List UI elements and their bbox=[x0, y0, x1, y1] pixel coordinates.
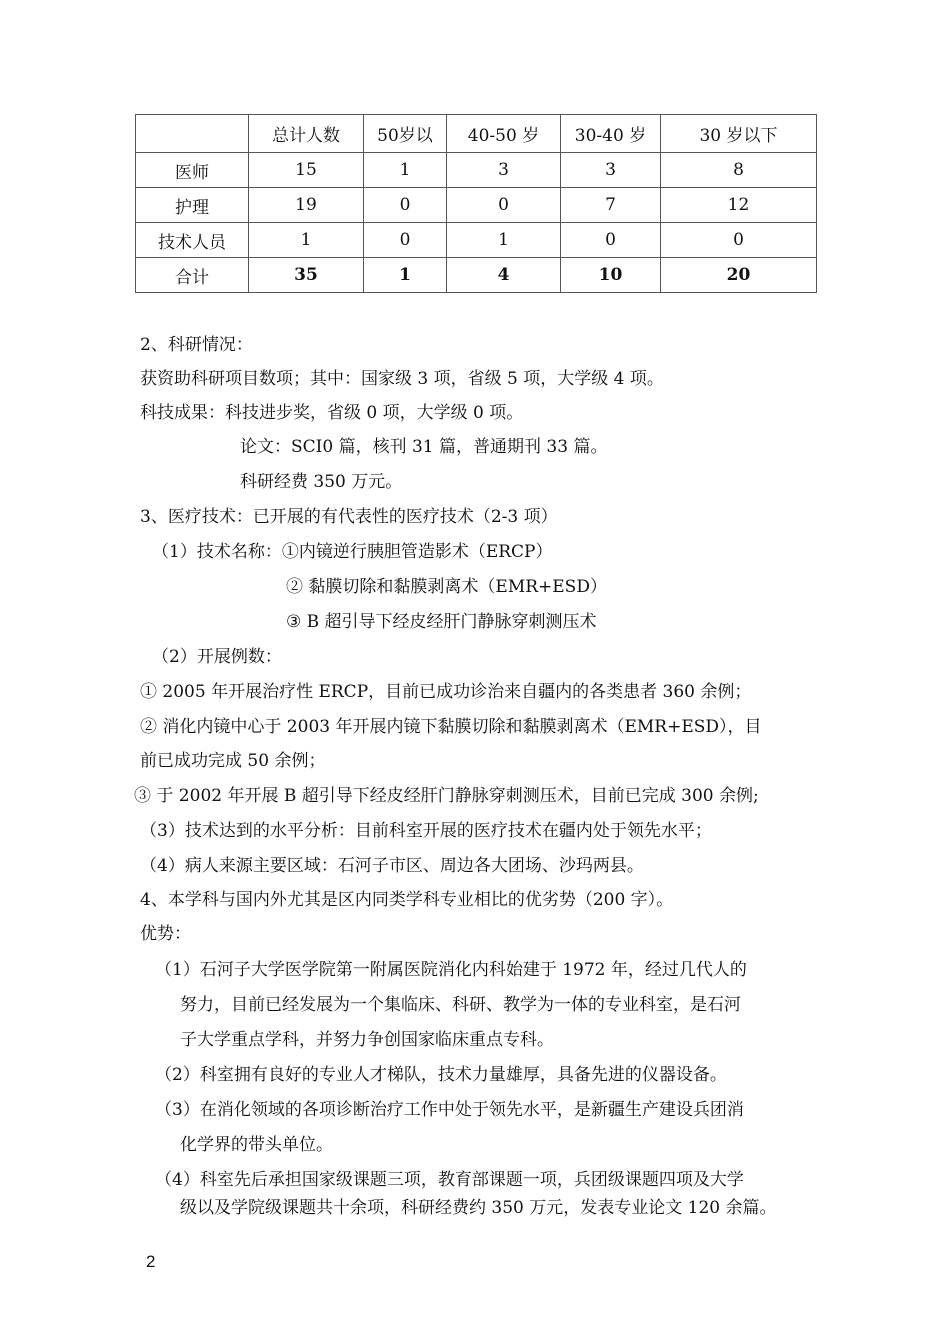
row-label: 合计 bbox=[136, 258, 249, 293]
page-number: 2 bbox=[146, 1252, 156, 1271]
table-cell: 1 bbox=[447, 223, 561, 258]
table-cell: 0 bbox=[447, 188, 561, 223]
header-cell: 50岁以 bbox=[364, 115, 447, 153]
paragraph-line: 努力，目前已经发展为一个集临床、科研、教学为一体的专业科室，是石河 bbox=[180, 995, 741, 1015]
table-row bbox=[136, 188, 817, 223]
table-cell: 0 bbox=[561, 223, 661, 258]
table-cell: 3 bbox=[447, 153, 561, 188]
table-cell: 7 bbox=[561, 188, 661, 223]
paragraph-line: （4）科室先后承担国家级课题三项，教育部课题一项，兵团级课题四项及大学 bbox=[155, 1170, 744, 1190]
section-heading-comparison: 4、本学科与国内外尤其是区内同类学科专业相比的优劣势（200 字）。 bbox=[140, 890, 674, 910]
paragraph-line: 化学界的带头单位。 bbox=[180, 1135, 333, 1155]
table-cell: 1 bbox=[364, 258, 447, 293]
paragraph-line: 论文：SCI0 篇，核刊 31 篇，普通期刊 33 篇。 bbox=[240, 437, 608, 457]
paragraph-line: ① 2005 年开展治疗性 ERCP，目前已成功诊治来自疆内的各类患者 360 余例； bbox=[140, 682, 752, 702]
paragraph-line: 科技成果：科技进步奖，省级 0 项，大学级 0 项。 bbox=[140, 403, 524, 423]
table-cell: 12 bbox=[661, 188, 817, 223]
table-row bbox=[136, 223, 817, 258]
paragraph-line: 科研经费 350 万元。 bbox=[240, 472, 403, 492]
paragraph-line: （2）科室拥有良好的专业人才梯队，技术力量雄厚，具备先进的仪器设备。 bbox=[155, 1065, 727, 1085]
paragraph-line: （1）石河子大学医学院第一附属医院消化内科始建于 1972 年，经过几代人的 bbox=[155, 960, 747, 980]
table-cell: 35 bbox=[249, 258, 364, 293]
table-header-row bbox=[136, 115, 817, 153]
paragraph-line: 前已成功完成 50 余例； bbox=[140, 751, 326, 771]
table-cell: 1 bbox=[364, 153, 447, 188]
staff-age-table bbox=[135, 114, 817, 293]
table-total-row bbox=[136, 258, 817, 293]
table-cell: 0 bbox=[364, 223, 447, 258]
table-cell: 1 bbox=[249, 223, 364, 258]
header-cell: 40-50 岁 bbox=[447, 115, 561, 153]
paragraph-line: （2）开展例数： bbox=[152, 647, 282, 667]
header-cell bbox=[136, 115, 249, 153]
paragraph-line: 子大学重点学科，并努力争创国家临床重点专科。 bbox=[180, 1030, 554, 1050]
row-label: 医师 bbox=[136, 153, 249, 188]
table-cell: 4 bbox=[447, 258, 561, 293]
table-cell: 15 bbox=[249, 153, 364, 188]
table-row bbox=[136, 153, 817, 188]
table-cell: 0 bbox=[364, 188, 447, 223]
table-cell: 10 bbox=[561, 258, 661, 293]
row-label: 护理 bbox=[136, 188, 249, 223]
section-heading-medical-tech: 3、医疗技术：已开展的有代表性的医疗技术（2-3 项） bbox=[140, 507, 558, 527]
paragraph-line: （3）技术达到的水平分析：目前科室开展的医疗技术在疆内处于领先水平； bbox=[140, 821, 712, 841]
table-cell: 0 bbox=[661, 223, 817, 258]
table-cell: 19 bbox=[249, 188, 364, 223]
paragraph-line: ③ 于 2002 年开展 B 超引导下经皮经肝门静脉穿刺测压术，目前已完成 300 余例; bbox=[134, 786, 759, 806]
paragraph-line: ② 消化内镜中心于 2003 年开展内镜下黏膜切除和黏膜剥离术（EMR+ESD），目 bbox=[140, 717, 762, 737]
paragraph-line: 获资助科研项目数项；其中：国家级 3 项，省级 5 项，大学级 4 项。 bbox=[140, 369, 664, 389]
header-cell: 总计人数 bbox=[249, 115, 364, 153]
table-cell: 8 bbox=[661, 153, 817, 188]
header-cell: 30 岁以下 bbox=[661, 115, 817, 153]
section-heading-research: 2、科研情况： bbox=[140, 335, 253, 355]
paragraph-line: ③ B 超引导下经皮经肝门静脉穿刺测压术 bbox=[286, 612, 597, 632]
paragraph-line: 级以及学院级课题共十余项，科研经费约 350 万元，发表专业论文 120 余篇。 bbox=[180, 1198, 777, 1218]
paragraph-line: ② 黏膜切除和黏膜剥离术（EMR+ESD） bbox=[286, 577, 607, 597]
table-cell: 20 bbox=[661, 258, 817, 293]
header-cell: 30-40 岁 bbox=[561, 115, 661, 153]
row-label: 技术人员 bbox=[136, 223, 249, 258]
table-cell: 3 bbox=[561, 153, 661, 188]
paragraph-line: 优势： bbox=[140, 924, 191, 944]
paragraph-line: （1）技术名称：①内镜逆行胰胆管造影术（ERCP） bbox=[152, 542, 553, 562]
paragraph-line: （4）病人来源主要区域：石河子市区、周边各大团场、沙玛两县。 bbox=[140, 856, 644, 876]
paragraph-line: （3）在消化领域的各项诊断治疗工作中处于领先水平，是新疆生产建设兵团消 bbox=[155, 1100, 744, 1120]
